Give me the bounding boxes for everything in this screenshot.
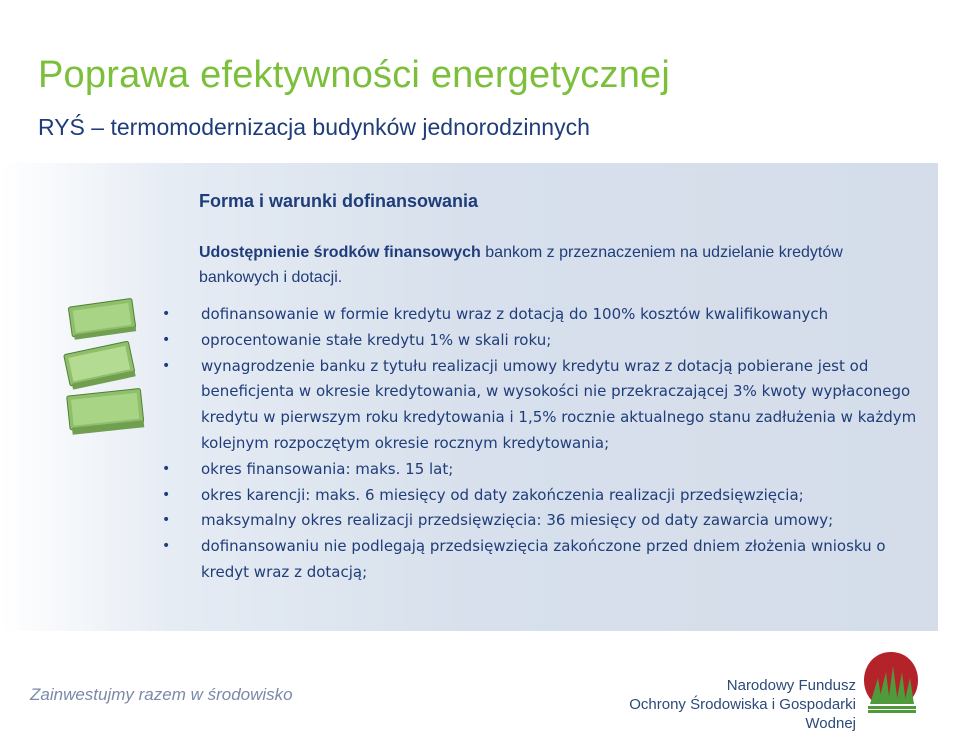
list-item-text: oprocentowanie stałe kredytu 1% w skali roku; bbox=[201, 330, 552, 349]
intro-bold: Udostępnienie środków finansowych bbox=[199, 244, 481, 261]
nfos-logo-text bbox=[604, 676, 856, 733]
conditions-list bbox=[162, 302, 922, 586]
list-item bbox=[162, 534, 922, 586]
euro-banknotes-icon bbox=[62, 292, 152, 442]
list-item bbox=[162, 483, 922, 509]
list-item bbox=[162, 354, 922, 457]
bullet-icon: • bbox=[162, 460, 171, 477]
footer-slogan: Zainwestujmy razem w środowisko bbox=[30, 685, 293, 704]
slide-title: Poprawa efektywności energetycznej bbox=[38, 54, 671, 96]
nfos-emblem-icon bbox=[860, 648, 922, 714]
bullet-icon: • bbox=[162, 486, 171, 503]
list-item-text: dofinansowanie w formie kredytu wraz z dotacją do 100% kosztów kwalifikowanych bbox=[201, 305, 829, 323]
list-item-text: wynagrodzenie banku z tytułu realizacji umowy kredytu wraz z dotacją pobierane jest od beneficjenta w okresie kredytowania, w wysokości nie przekraczającej 3% kwoty wypłaconego kredytu w pierwszym roku kredytowania i 1,5% rocznie aktualnego stanu zadłużenia w każdym kolejnym rozpoczętym okresie rocznym kredytowania; bbox=[201, 356, 917, 452]
list-item-text: dofinansowaniu nie podlegają przedsięwzięcia zakończone przed dniem złożenia wniosku o kredyt wraz z dotacją; bbox=[201, 537, 886, 581]
bullet-icon: • bbox=[162, 306, 171, 322]
logo-line-2: Ochrony Środowiska i Gospodarki Wodnej bbox=[629, 696, 856, 732]
list-item-text: okres karencji: maks. 6 miesięcy od daty zakończenia realizacji przedsięwzięcia; bbox=[201, 485, 804, 504]
list-item bbox=[162, 457, 922, 483]
list-item-text: maksymalny okres realizacji przedsięwzięcia: 36 miesięcy od daty zawarcia umowy; bbox=[201, 511, 834, 530]
list-item bbox=[162, 328, 922, 354]
list-item bbox=[162, 508, 922, 534]
bullet-icon: • bbox=[162, 538, 171, 555]
list-item bbox=[162, 302, 922, 328]
bullet-icon: • bbox=[162, 357, 171, 374]
logo-line-1: Narodowy Fundusz bbox=[726, 677, 856, 694]
section-heading: Forma i warunki dofinansowania bbox=[199, 191, 479, 211]
list-item-text: okres finansowania: maks. 15 lat; bbox=[201, 459, 454, 478]
intro-paragraph bbox=[199, 240, 899, 290]
bullet-icon: • bbox=[162, 331, 171, 348]
slide-subtitle: RYŚ – termomodernizacja budynków jednorodzinnych bbox=[38, 114, 590, 140]
intro-rest: bankom z przeznaczeniem na udzielanie kredytów bankowych i dotacji. bbox=[199, 244, 843, 286]
bullet-icon: • bbox=[162, 512, 171, 529]
